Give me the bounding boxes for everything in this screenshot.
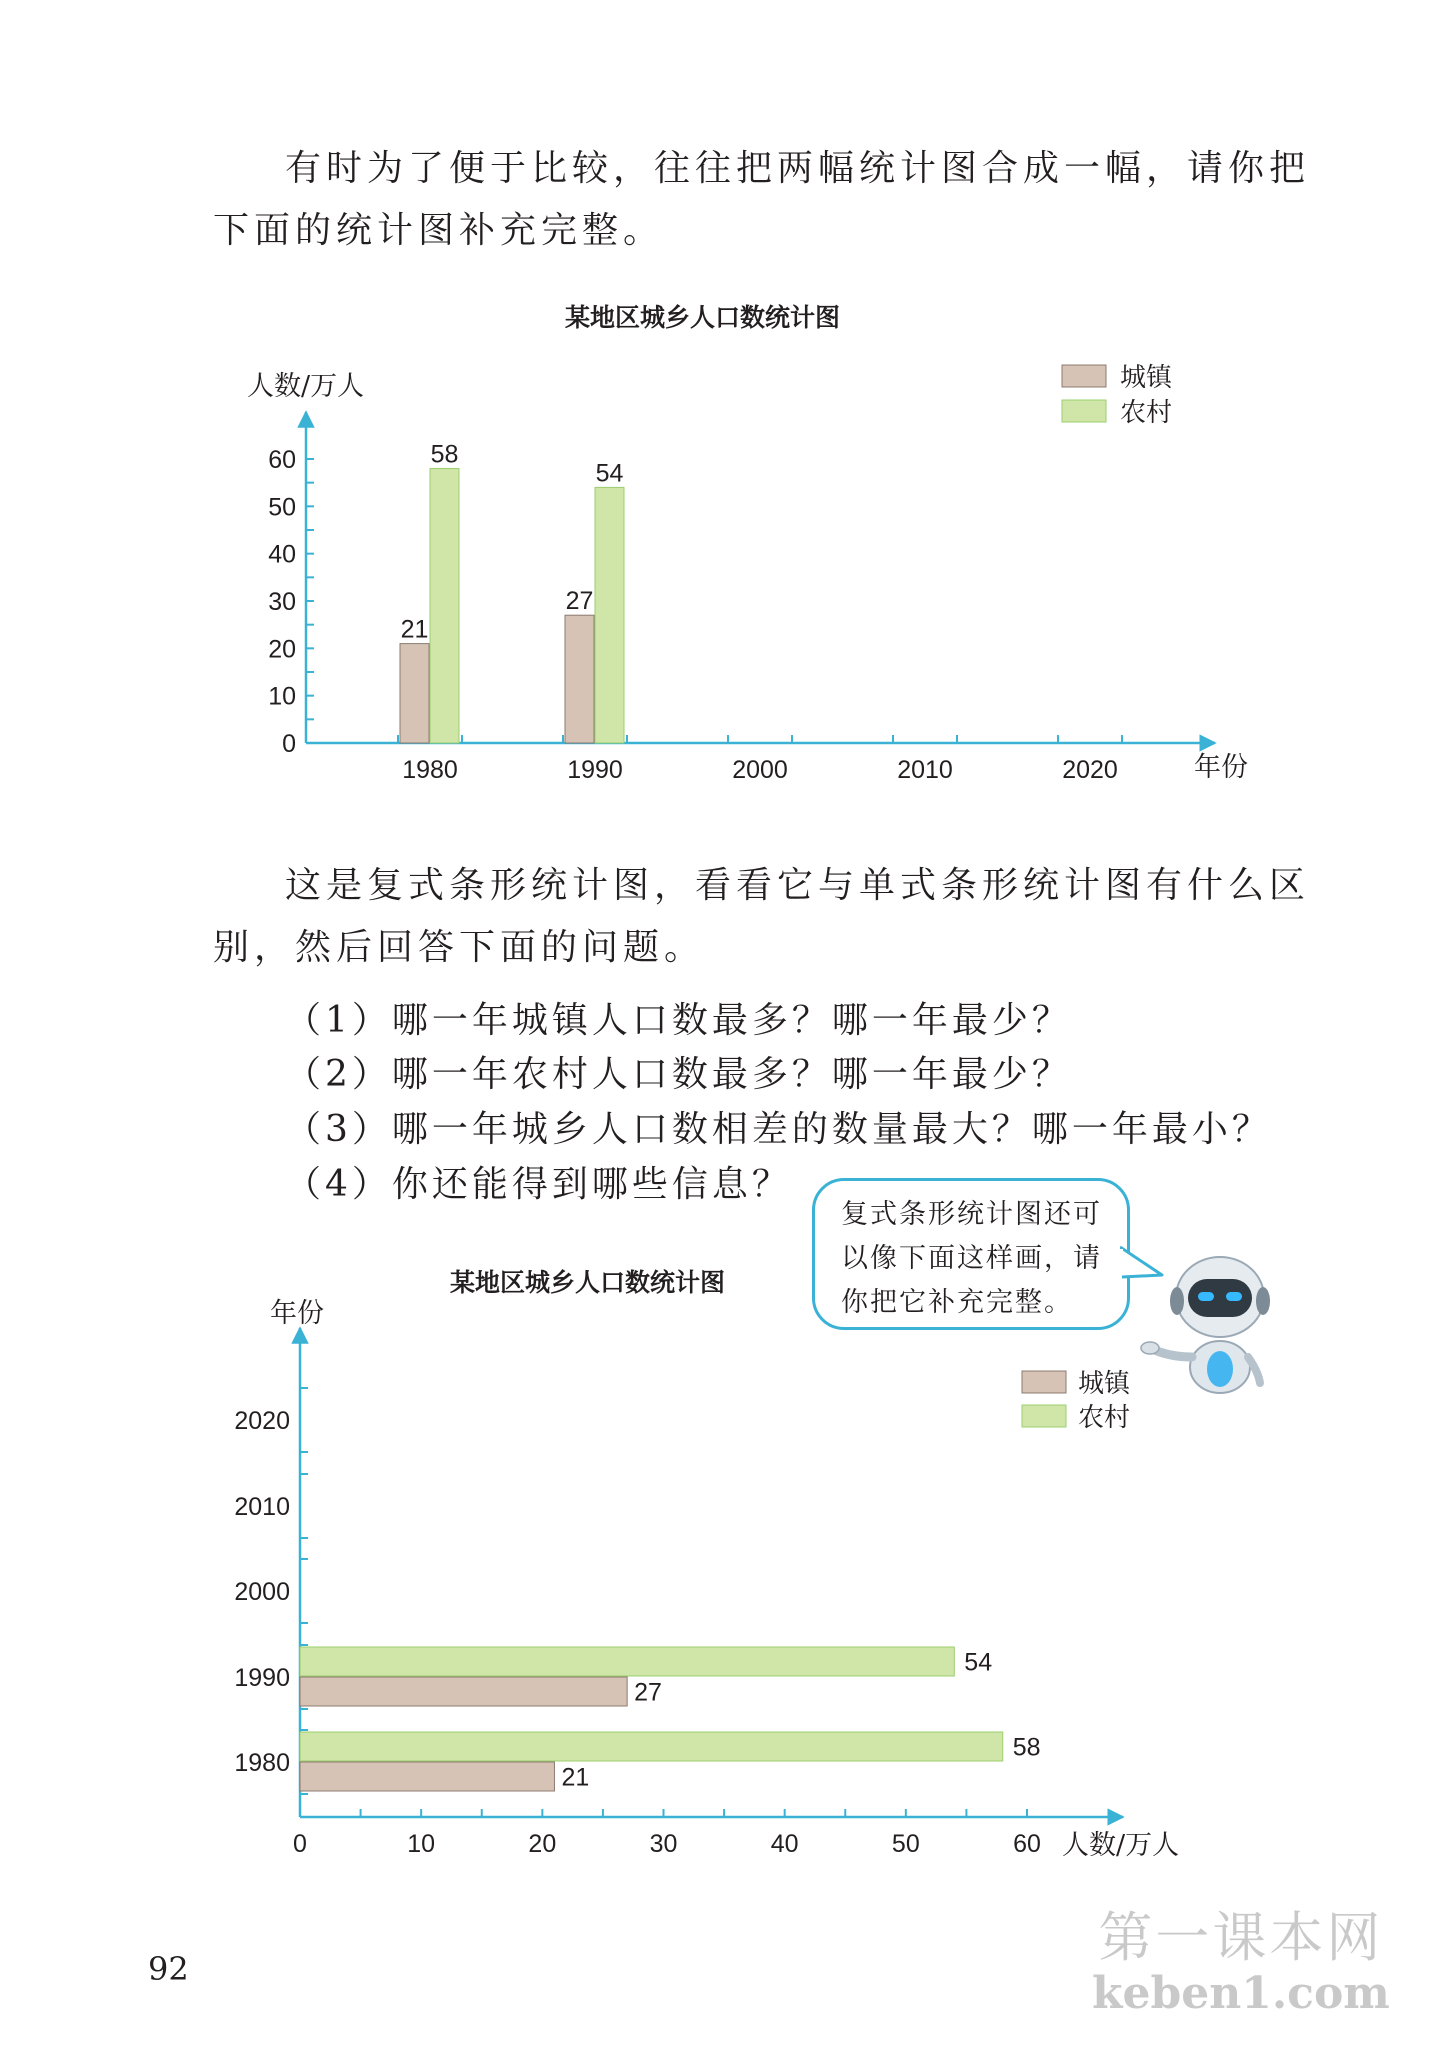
- x-tick-label: 1990: [567, 756, 623, 784]
- intro-line-1: 有时为了便于比较，往往把两幅统计图合成一幅，请你把: [285, 148, 1311, 189]
- bar-rural-1980: [430, 468, 459, 743]
- x-tick-label: 0: [293, 1830, 307, 1858]
- explanation-line-2: 别，然后回答下面的问题。: [213, 927, 706, 968]
- x-axis-label: 人数/万人: [1062, 1830, 1180, 1861]
- watermark: [1092, 1895, 1390, 2019]
- bar-rural-1990: [595, 487, 624, 743]
- bar-urban-1980: [400, 644, 429, 743]
- question-3: （3）哪一年城乡人口数相差的数量最大？哪一年最小？: [285, 1109, 1272, 1150]
- horizontal-bar-chart: [0, 1250, 1448, 1870]
- y-tick-label: 2020: [234, 1407, 290, 1435]
- legend-label-urban: 城镇: [1078, 1369, 1131, 1399]
- y-axis-label: 年份: [270, 1298, 324, 1329]
- y-tick-label: 50: [268, 493, 296, 522]
- y-tick-label: 0: [282, 730, 296, 758]
- question-2: （2）哪一年农村人口数最多？哪一年最少？: [285, 1054, 1072, 1095]
- page-number: 92: [148, 1950, 189, 1988]
- horizontal-chart-title: 某地区城乡人口数统计图: [450, 1268, 726, 1297]
- watermark-title: 第一课本网: [1098, 1906, 1384, 1969]
- vertical-chart-title: 某地区城乡人口数统计图: [565, 303, 841, 332]
- y-tick-label: 40: [268, 540, 296, 569]
- watermark-url: keben1.com: [1092, 1968, 1390, 2019]
- x-tick-label: 40: [770, 1830, 799, 1858]
- x-tick-label: 10: [407, 1830, 436, 1858]
- bar-urban-1990: [300, 1677, 627, 1706]
- y-tick-label: 2000: [234, 1578, 290, 1606]
- x-tick-label: 50: [891, 1830, 920, 1858]
- y-tick-label: 2010: [234, 1493, 290, 1521]
- legend-swatch-urban: [1062, 365, 1106, 387]
- explanation-paragraph: [213, 855, 1310, 979]
- y-tick-label: 10: [268, 682, 296, 711]
- legend-swatch-urban: [1022, 1371, 1066, 1393]
- vertical-bar-chart: [0, 0, 1448, 820]
- y-tick-label: 1980: [234, 1749, 290, 1777]
- x-tick-label: 60: [1013, 1830, 1041, 1858]
- legend-label-urban: 城镇: [1120, 363, 1173, 393]
- data-label-urban-1990: 27: [565, 587, 594, 616]
- legend-swatch-rural: [1062, 400, 1106, 422]
- y-axis-label: 人数/万人: [247, 371, 365, 402]
- legend-label-rural: 农村: [1078, 1403, 1131, 1433]
- x-tick-label: 30: [649, 1830, 678, 1858]
- legend: [1022, 1369, 1132, 1433]
- y-tick-label: 20: [268, 635, 296, 664]
- bar-rural-1980: [300, 1732, 1003, 1761]
- data-label-rural-1990: 54: [595, 459, 624, 488]
- intro-line-2: 下面的统计图补充完整。: [213, 210, 665, 251]
- x-tick-label: 1980: [402, 756, 458, 784]
- x-tick-label: 2010: [897, 756, 953, 784]
- y-tick-label: 60: [268, 446, 296, 474]
- question-1: （1）哪一年城镇人口数最多？哪一年最少？: [285, 1000, 1072, 1041]
- explanation-line-1: 这是复式条形统计图，看看它与单式条形统计图有什么区: [285, 865, 1311, 906]
- data-label-rural-1980: 58: [1012, 1733, 1041, 1762]
- bar-urban-1990: [565, 615, 594, 743]
- bar-rural-1990: [300, 1647, 954, 1676]
- bubble-line-1: 复式条形统计图还可: [841, 1199, 1102, 1230]
- data-label-urban-1980: 21: [400, 615, 429, 644]
- data-label-urban-1990: 27: [634, 1678, 662, 1707]
- bar-urban-1980: [300, 1762, 554, 1791]
- legend-swatch-rural: [1022, 1405, 1066, 1427]
- x-tick-label: 2000: [732, 756, 788, 784]
- y-tick-label: 1990: [234, 1664, 290, 1692]
- bubble-line-3: 你把它补充完整。: [841, 1287, 1073, 1318]
- question-4: （4）你还能得到哪些信息？: [285, 1164, 792, 1205]
- legend: [1062, 363, 1174, 428]
- y-tick-label: 30: [268, 588, 296, 616]
- data-label-urban-1980: 21: [561, 1763, 590, 1792]
- x-axis-label: 年份: [1194, 752, 1248, 783]
- x-tick-label: 2020: [1062, 756, 1118, 784]
- bubble-line-2: 以像下面这样画，请: [841, 1243, 1102, 1274]
- data-label-rural-1990: 54: [964, 1648, 993, 1677]
- legend-label-rural: 农村: [1120, 398, 1173, 428]
- x-tick-label: 20: [528, 1830, 557, 1858]
- data-label-rural-1980: 58: [430, 440, 459, 469]
